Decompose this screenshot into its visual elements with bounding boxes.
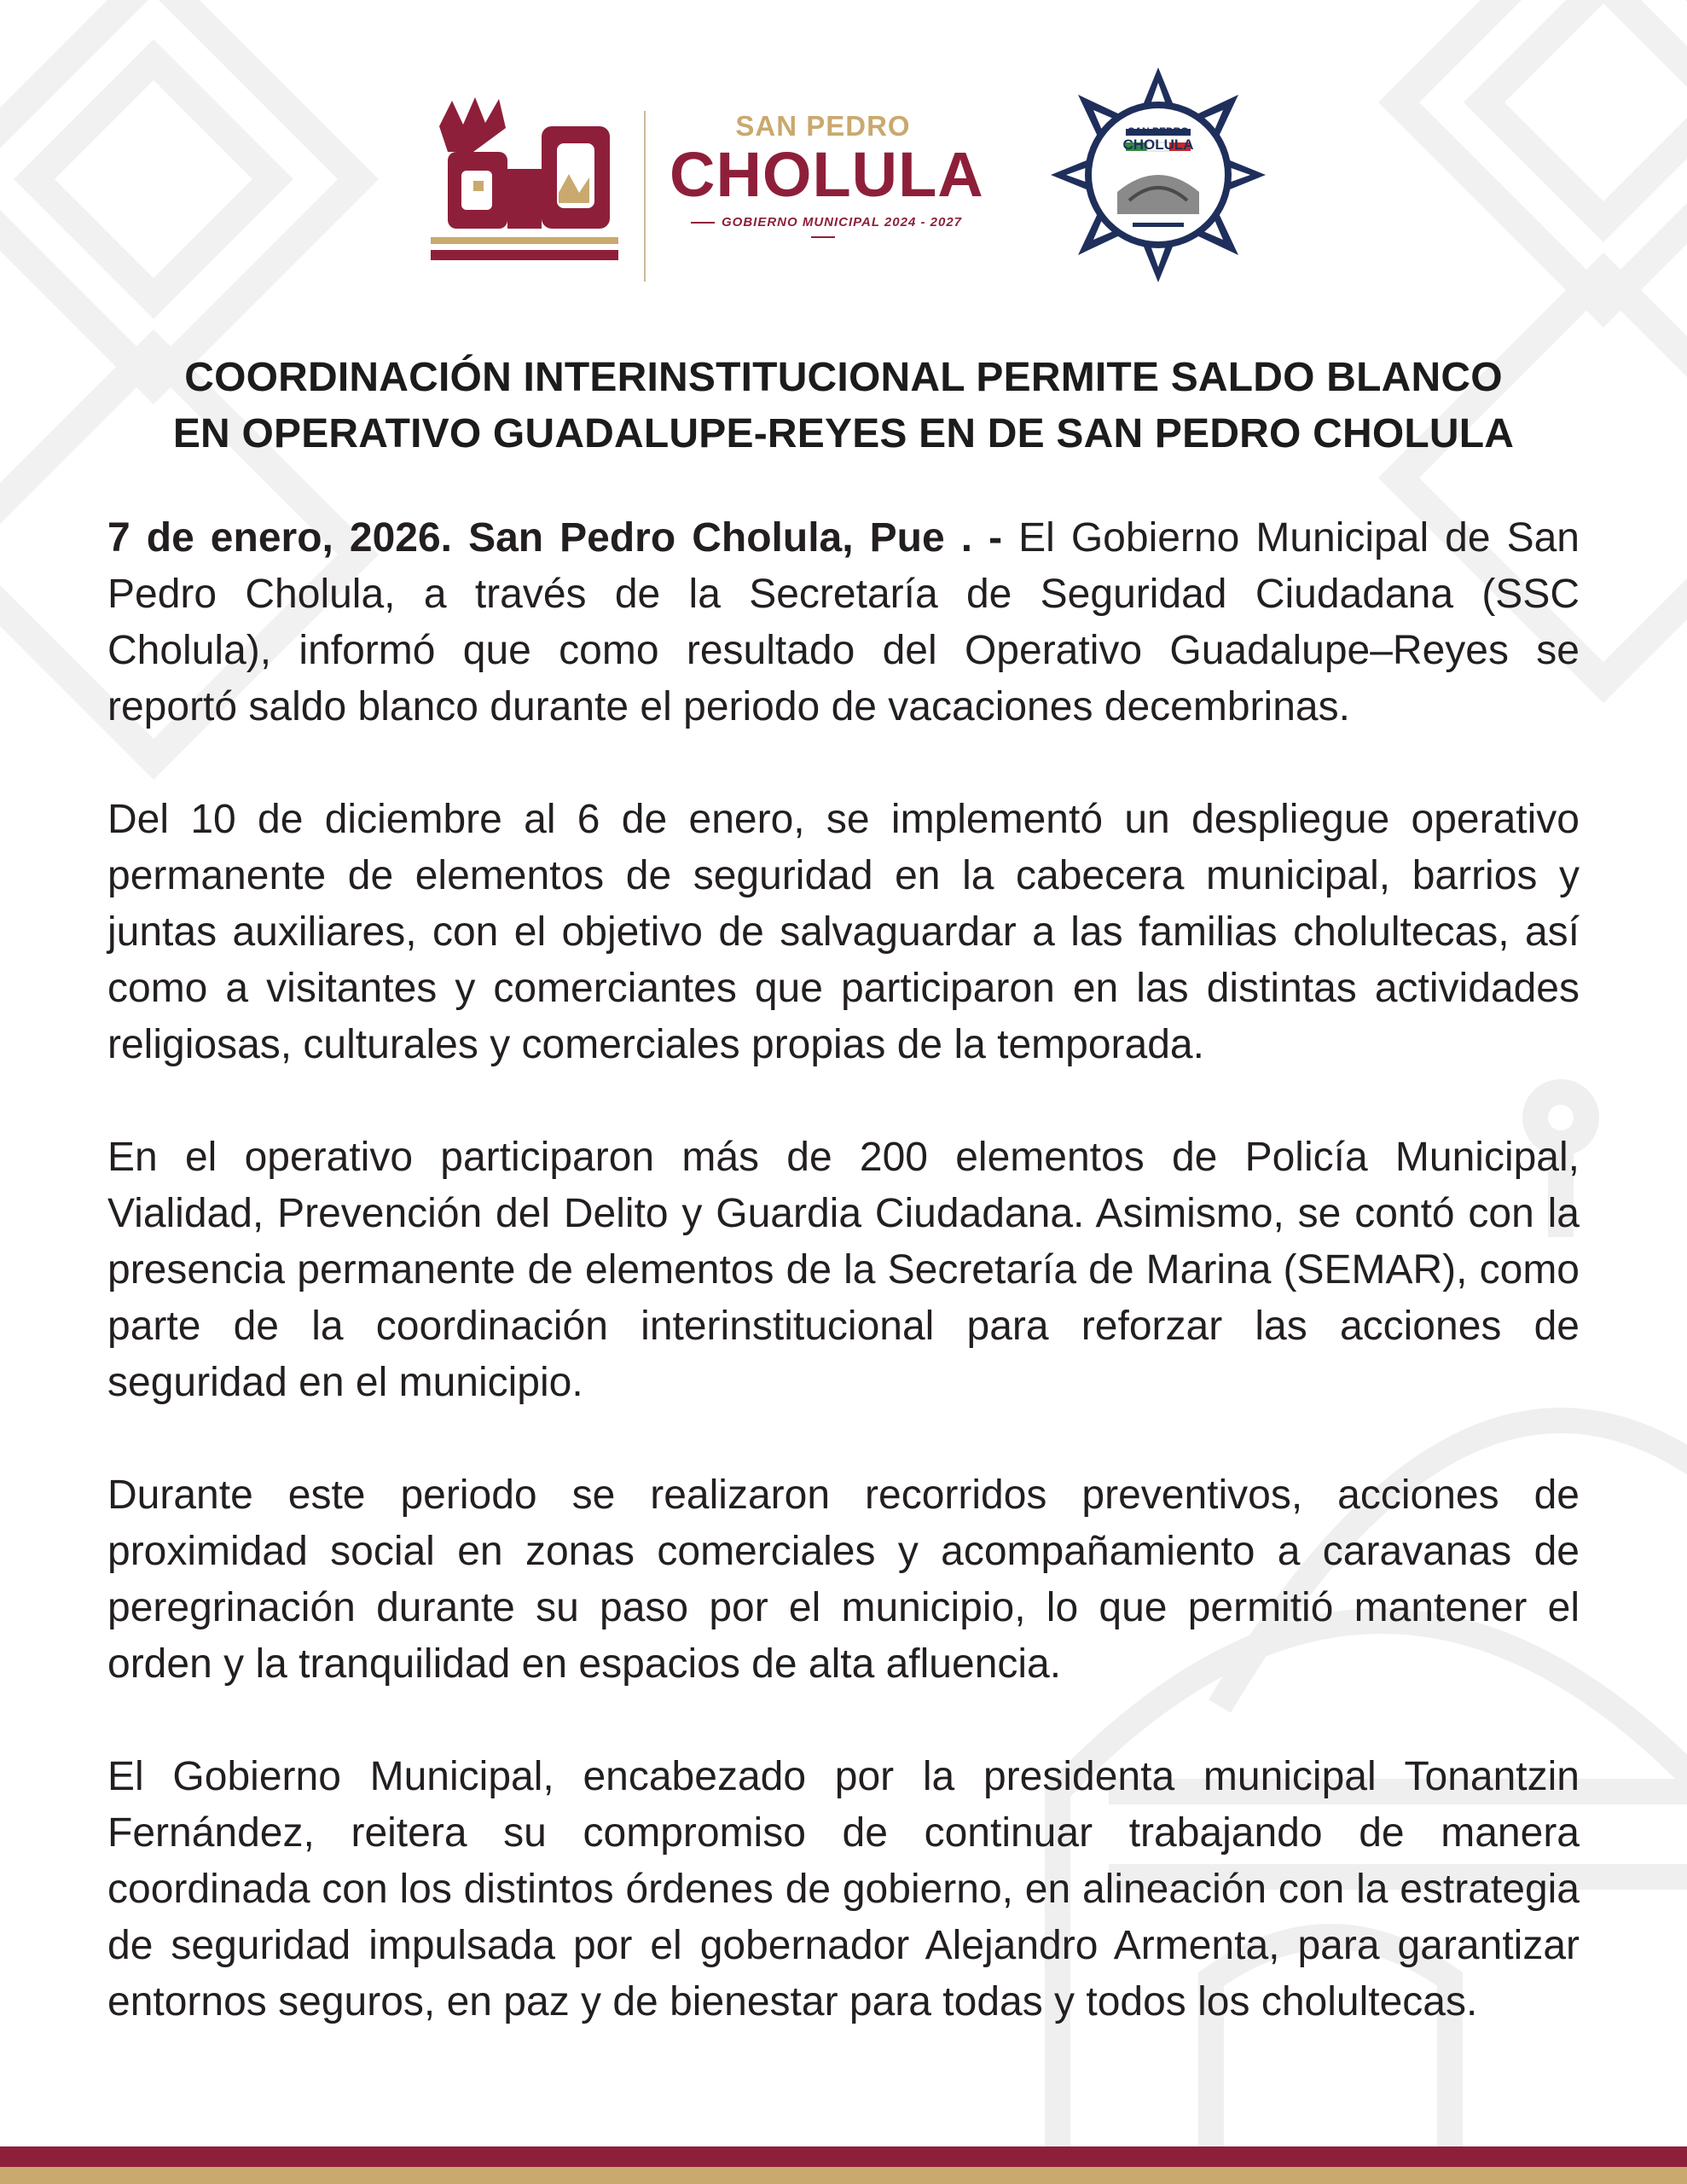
header-logos — [0, 51, 1687, 299]
brand-sub-text: GOBIERNO MUNICIPAL 2024 - 2027 — [670, 215, 977, 244]
lead-text: El Gobierno Municipal de San Pedro Cholula, a través de la Secretaría de Seguridad Ciudadana (SSC Cholula), informó que como resultado del Operativo Guadalupe–Reyes se reportó saldo blanco durante el periodo de vacaciones decembrinas. — [107, 515, 1580, 729]
paragraph-3: En el operativo participaron más de 200 elementos de Policía Municipal, Vialidad, Prevención del Delito y Guardia Ciudadana. Asimismo, se contó con la presencia permanente de elementos de la Secretaría de Marina (SEMAR), como parte de la coordinación interinstitucional para reforzar las acciones de seguridad en el municipio. — [107, 1135, 1580, 1405]
cholula-glyph-logo — [422, 92, 627, 271]
paragraph-lead — [107, 510, 1580, 735]
paragraph-5: El Gobierno Municipal, encabezado por la presidenta municipal Tonantzin Fernández, reitera su compromiso de continuar trabajando de manera coordinada con los distintos órdenes de gobierno, en alineación con la estrategia de seguridad impulsada por el gobernador Alejandro Armenta, para garantizar entornos seguros, en paz y de bienestar para todas y todos los cholultecas. — [107, 1754, 1580, 2024]
press-release-content — [107, 350, 1580, 2087]
header-divider — [644, 111, 646, 282]
press-release-headline — [107, 350, 1580, 462]
paragraph-2: Del 10 de diciembre al 6 de enero, se implementó un despliegue operativo permanente de elementos de seguridad en la cabecera municipal, barrios y juntas auxiliares, con el objetivo de salvaguardar a las familias cholultecas, así como a visitantes y comerciantes que participaron en las distintas actividades religiosas, culturales y comerciales propias de la temporada. — [107, 797, 1580, 1067]
brand-top-text: SAN PEDRO — [735, 110, 911, 142]
badge-main-text: CHOLULA — [1122, 136, 1194, 153]
badge-top-text: SAN PEDRO — [1128, 125, 1189, 137]
headline-line-1: COORDINACIÓN INTERINSTITUCIONAL PERMITE SALDO BLANCO — [184, 355, 1503, 400]
headline-line-2: EN OPERATIVO GUADALUPE-REYES EN DE SAN PEDRO CHOLULA — [172, 411, 1515, 456]
police-badge-logo — [1047, 64, 1269, 286]
dateline: 7 de enero, 2026. San Pedro Cholula, Pue . - — [107, 515, 1003, 561]
san-pedro-cholula-logo — [670, 110, 984, 244]
footer-bar-gold — [0, 2167, 1687, 2184]
paragraph-4: Durante este periodo se realizaron recorridos preventivos, acciones de proximidad social en zonas comerciales y acompañamiento a caravanas de peregrinación durante su paso por el municipio, lo que permitió mantener el orden y la tranquilidad en espacios de alta afluencia. — [107, 1472, 1580, 1687]
brand-main-text: CHOLULA — [670, 139, 984, 210]
footer-bar-red — [0, 2146, 1687, 2167]
